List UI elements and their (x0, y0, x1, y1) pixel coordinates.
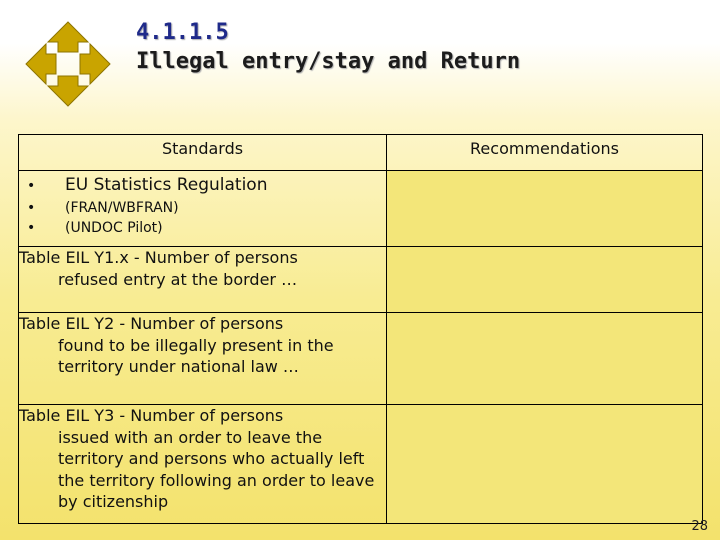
standards-cell (19, 405, 387, 524)
bullet-text: (FRAN/WBFRAN) (65, 200, 179, 216)
bullet-text: (UNDOC Pilot) (65, 220, 163, 236)
table-reference: Table EIL Y3 - Number of persons (19, 406, 284, 425)
standards-cell (19, 247, 387, 313)
table-header-row (19, 135, 703, 171)
recommendations-cell (387, 247, 703, 313)
bullet-icon: • (27, 200, 36, 216)
standards-cell (19, 313, 387, 405)
table-description: found to be illegally present in the territory under national law … (58, 335, 334, 376)
table-row (19, 313, 703, 405)
bullet-text: EU Statistics Regulation (65, 175, 268, 195)
slide-title (136, 18, 520, 76)
table-row (19, 247, 703, 313)
table-row (19, 171, 703, 247)
standards-cell (19, 171, 387, 247)
list-item (27, 220, 386, 236)
header-recommendations: Recommendations (387, 135, 703, 171)
table-reference: Table EIL Y1.x - Number of persons (19, 248, 298, 267)
list-item (27, 200, 386, 216)
table-row (19, 405, 703, 524)
page-number: 28 (691, 519, 708, 534)
bullet-icon: • (27, 220, 36, 236)
table-description: issued with an order to leave the territory and persons who actually left the territory following an order to leave by citizenship (58, 427, 375, 511)
list-item (27, 175, 386, 195)
bullet-list (19, 171, 386, 236)
table-reference: Table EIL Y2 - Number of persons (19, 314, 284, 333)
standards-table (18, 134, 703, 524)
table-description: refused entry at the border … (58, 269, 298, 289)
recommendations-cell (387, 171, 703, 247)
section-number: 4.1.1.5 (136, 20, 229, 45)
bullet-icon: • (27, 178, 36, 194)
header-standards: Standards (19, 135, 387, 171)
four-direction-arrows-icon (24, 20, 112, 108)
recommendations-cell (387, 405, 703, 524)
section-title: Illegal entry/stay and Return (136, 49, 521, 74)
recommendations-cell (387, 313, 703, 405)
